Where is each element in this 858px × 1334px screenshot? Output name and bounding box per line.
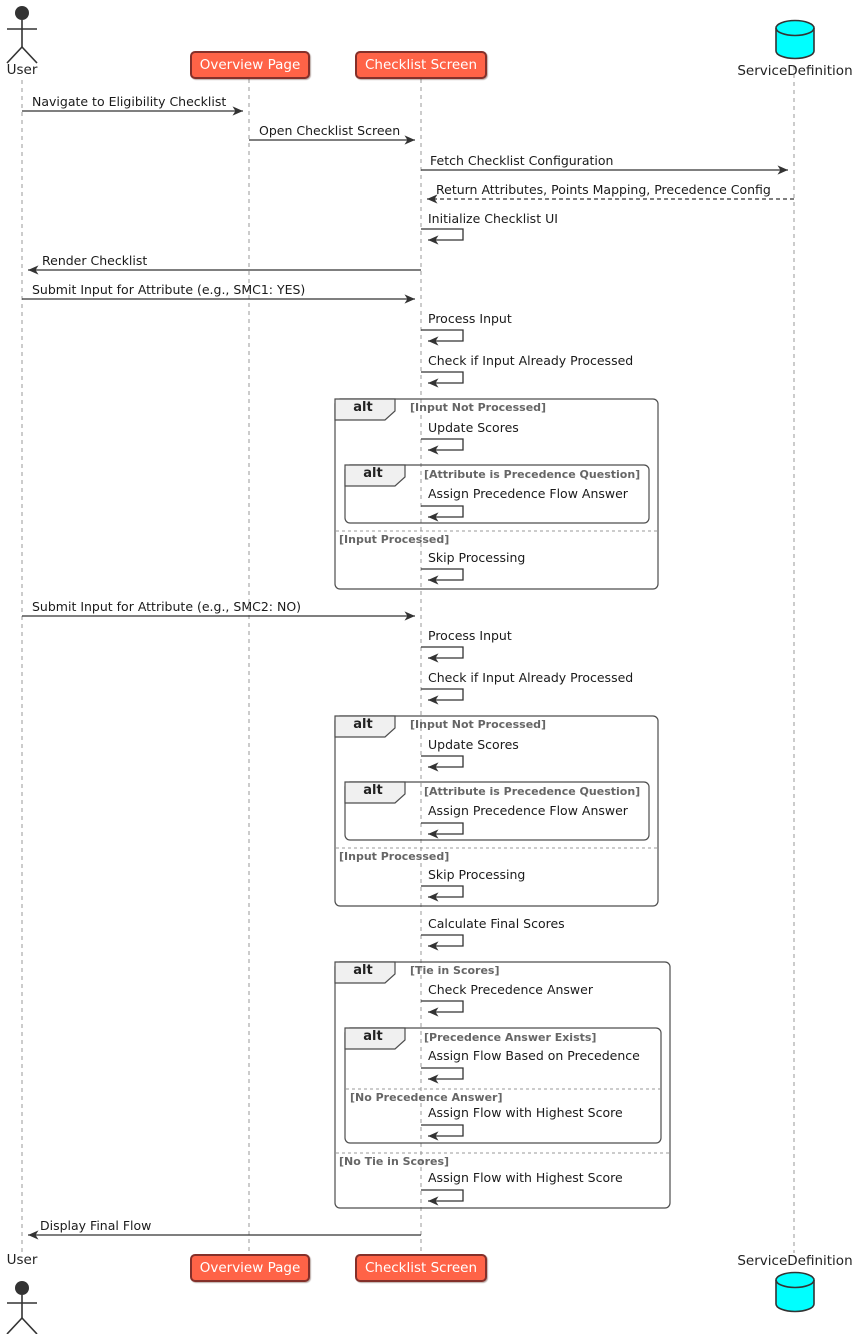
message-label-return-config: Return Attributes, Points Mapping, Precedence Config bbox=[436, 182, 771, 197]
message-label-assign-flow-highest-1: Assign Flow with Highest Score bbox=[428, 1105, 623, 1120]
message-label-assign-precedence-1: Assign Precedence Flow Answer bbox=[428, 486, 628, 501]
participant-overview-page-bottom: Overview Page bbox=[190, 1254, 310, 1282]
message-label-process-input-2: Process Input bbox=[428, 628, 512, 643]
arrow-self-check-precedence-answer bbox=[421, 1001, 463, 1012]
actor-user-label-bottom: User bbox=[6, 1252, 38, 1268]
message-label-initialize-ui: Initialize Checklist UI bbox=[428, 211, 558, 226]
message-label-update-scores-1: Update Scores bbox=[428, 420, 519, 435]
message-label-check-processed-1: Check if Input Already Processed bbox=[428, 353, 634, 368]
arrow-self-skip-processing-1 bbox=[421, 569, 463, 580]
arrow-self-assign-flow-precedence bbox=[421, 1068, 463, 1079]
alt-operator-2-nested: alt bbox=[363, 783, 383, 798]
message-label-submit-smc1: Submit Input for Attribute (e.g., SMC1: YES) bbox=[32, 282, 306, 297]
guard-input-not-processed-2: [Input Not Processed] bbox=[410, 718, 547, 731]
guard-no-precedence-answer: [No Precedence Answer] bbox=[350, 1091, 503, 1104]
guard-input-processed-2: [Input Processed] bbox=[339, 850, 450, 863]
arrow-self-assign-precedence-1 bbox=[421, 506, 463, 517]
message-label-navigate: Navigate to Eligibility Checklist bbox=[32, 94, 227, 109]
database-label-bottom: ServiceDefinition bbox=[737, 1253, 853, 1269]
message-label-update-scores-2: Update Scores bbox=[428, 737, 519, 752]
arrow-self-assign-flow-highest-2 bbox=[421, 1190, 463, 1201]
message-label-fetch-config: Fetch Checklist Configuration bbox=[430, 153, 614, 168]
arrow-self-skip-processing-2 bbox=[421, 886, 463, 897]
arrow-self-process-input-1 bbox=[421, 330, 463, 341]
message-label-assign-flow-precedence: Assign Flow Based on Precedence bbox=[428, 1048, 640, 1063]
arrow-self-assign-precedence-2 bbox=[421, 823, 463, 834]
arrow-self-initialize-ui bbox=[421, 229, 463, 240]
guard-attribute-precedence-2: [Attribute is Precedence Question] bbox=[424, 785, 641, 798]
actor-user-label-top: User bbox=[6, 62, 38, 78]
arrow-self-calculate-final-scores bbox=[421, 935, 463, 946]
guard-input-processed-1: [Input Processed] bbox=[339, 533, 450, 546]
alt-operator-2: alt bbox=[353, 717, 373, 732]
guard-tie-in-scores: [Tie in Scores] bbox=[410, 964, 500, 977]
message-label-check-precedence: Check Precedence Answer bbox=[428, 982, 593, 997]
alt-operator-3-nested: alt bbox=[363, 1029, 383, 1044]
guard-no-tie-in-scores: [No Tie in Scores] bbox=[339, 1155, 450, 1168]
message-label-open-checklist: Open Checklist Screen bbox=[259, 123, 401, 138]
arrow-self-update-scores-1 bbox=[421, 439, 463, 450]
actor-user-top-icon bbox=[7, 6, 37, 63]
message-label-assign-precedence-2: Assign Precedence Flow Answer bbox=[428, 803, 628, 818]
participant-checklist-screen-top: Checklist Screen bbox=[355, 51, 487, 79]
alt-operator-1-nested: alt bbox=[363, 466, 383, 481]
message-label-check-processed-2: Check if Input Already Processed bbox=[428, 670, 634, 685]
guard-attribute-precedence-1: [Attribute is Precedence Question] bbox=[424, 468, 641, 481]
participant-checklist-screen-bottom: Checklist Screen bbox=[355, 1254, 487, 1282]
lifelines bbox=[22, 66, 794, 1254]
message-label-display-final-flow: Display Final Flow bbox=[40, 1218, 152, 1233]
database-icon-bottom bbox=[776, 1273, 814, 1312]
message-arrows bbox=[22, 111, 794, 1235]
guard-precedence-answer-exists: [Precedence Answer Exists] bbox=[424, 1031, 597, 1044]
message-label-calculate-scores: Calculate Final Scores bbox=[428, 916, 565, 931]
actor-user-bottom-icon bbox=[7, 1281, 37, 1334]
database-icon-top bbox=[776, 21, 814, 59]
message-label-assign-flow-highest-2: Assign Flow with Highest Score bbox=[428, 1170, 623, 1185]
arrow-self-update-scores-2 bbox=[421, 756, 463, 767]
message-label-skip-processing-1: Skip Processing bbox=[428, 550, 526, 565]
guard-input-not-processed-1: [Input Not Processed] bbox=[410, 401, 547, 414]
arrow-self-check-processed-1 bbox=[421, 372, 463, 383]
participant-overview-page-top: Overview Page bbox=[190, 51, 310, 79]
arrow-self-check-processed-2 bbox=[421, 689, 463, 700]
alt-operator-1: alt bbox=[353, 400, 373, 415]
arrow-self-process-input-2 bbox=[421, 647, 463, 658]
message-label-render-checklist: Render Checklist bbox=[42, 253, 148, 268]
alt-operator-3: alt bbox=[353, 963, 373, 978]
database-label-top: ServiceDefinition bbox=[737, 63, 853, 79]
message-label-skip-processing-2: Skip Processing bbox=[428, 867, 526, 882]
message-label-process-input-1: Process Input bbox=[428, 311, 512, 326]
message-label-submit-smc2: Submit Input for Attribute (e.g., SMC2: NO) bbox=[32, 599, 302, 614]
arrow-self-assign-flow-highest-1 bbox=[421, 1125, 463, 1136]
